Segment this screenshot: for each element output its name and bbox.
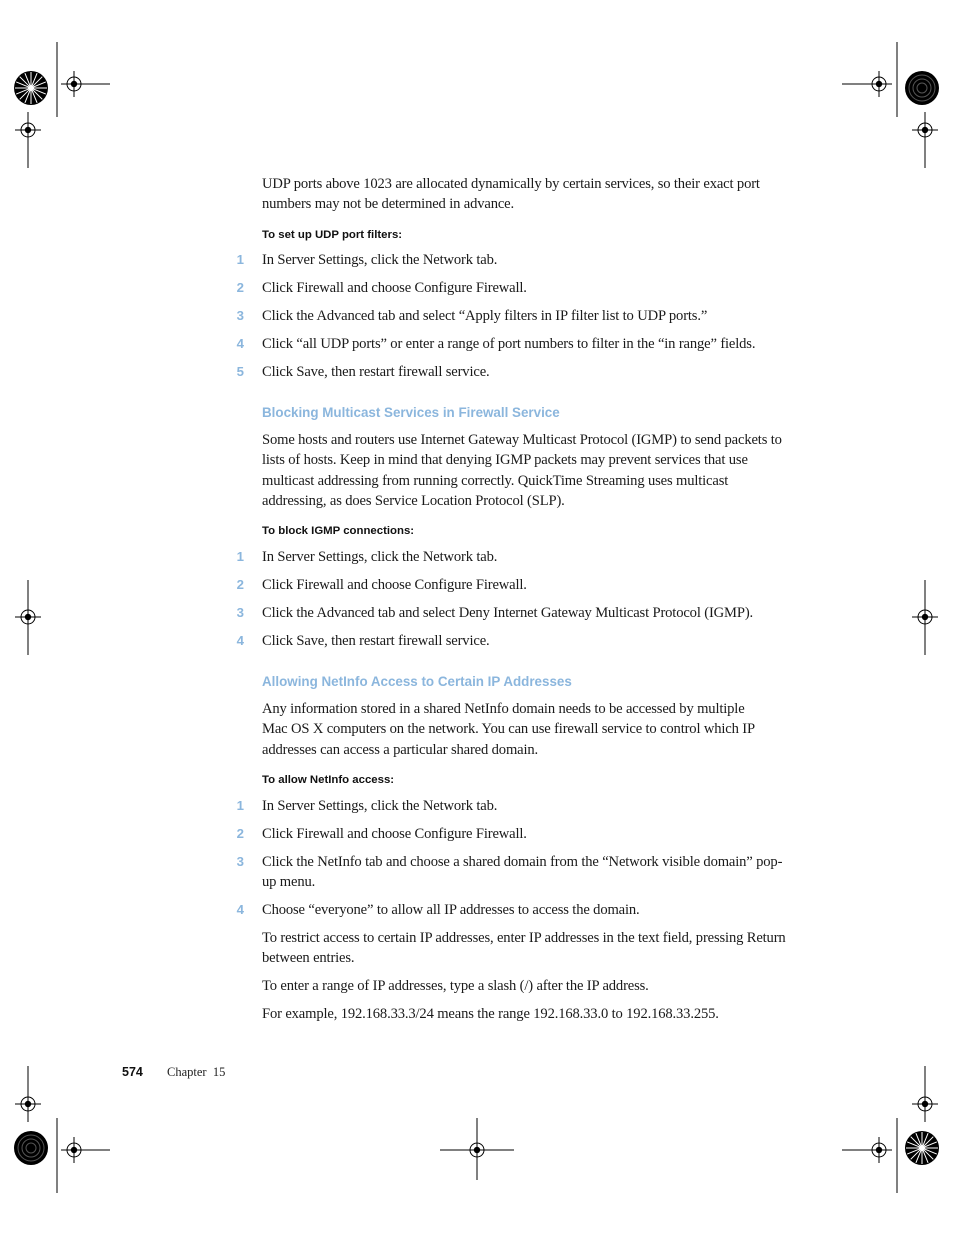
registration-mark-bottom-left — [14, 1066, 110, 1193]
task-heading-igmp: To block IGMP connections: — [262, 525, 415, 537]
registration-mark-top-right — [842, 42, 939, 168]
paragraph-line: addressing, as does Service Location Protocol (SLP). — [262, 492, 565, 509]
step-number: 1 — [236, 798, 244, 813]
note-paragraph — [262, 928, 822, 969]
paragraph-line: lists of hosts. Keep in mind that denying IGMP packets may prevent services that use — [262, 452, 748, 469]
step-number: 1 — [236, 549, 244, 564]
page-number: 574 — [122, 1065, 143, 1079]
step-number: 2 — [236, 280, 244, 295]
step-text: Choose “everyone” to allow all IP addresses to access the domain. — [262, 902, 640, 918]
step-number: 1 — [236, 252, 244, 267]
task-heading-netinfo: To allow NetInfo access: — [262, 774, 395, 786]
task-heading-udp: To set up UDP port filters: — [262, 229, 403, 241]
paragraph-line: multicast addressing from running correctly. QuickTime Streaming uses multicast — [262, 472, 729, 489]
registration-mark-bottom-center — [440, 1118, 514, 1180]
step-number: 4 — [236, 902, 244, 917]
paragraph-line: addresses can access a particular shared domain. — [262, 741, 539, 758]
paragraph-line: Some hosts and routers use Internet Gateway Multicast Protocol (IGMP) to send packets to — [262, 432, 782, 448]
step-number: 3 — [236, 854, 244, 869]
section-heading-multicast: Blocking Multicast Services in Firewall Service — [262, 405, 560, 420]
note-line: To restrict access to certain IP addresses, enter IP addresses in the text field, pressing Return — [262, 930, 786, 946]
section-heading-netinfo: Allowing NetInfo Access to Certain IP Addresses — [262, 674, 572, 689]
step-line: Click the NetInfo tab and choose a shared domain from the “Network visible domain” pop- — [262, 854, 783, 870]
registration-mark-middle-right — [912, 580, 938, 655]
registration-mark-bottom-right — [842, 1066, 939, 1193]
netinfo-paragraph — [262, 699, 822, 760]
step-number: 5 — [236, 364, 244, 379]
intro-paragraph — [262, 174, 822, 215]
multicast-paragraph — [262, 430, 822, 511]
step-number: 3 — [236, 308, 244, 323]
step-number: 4 — [236, 633, 244, 648]
step-text: Click the Advanced tab and select Deny Internet Gateway Multicast Protocol (IGMP). — [262, 605, 754, 621]
paragraph-line: Mac OS X computers on the network. You can use firewall service to control which IP — [262, 721, 755, 738]
step-text: In Server Settings, click the Network tab. — [262, 549, 498, 565]
step-text: Click Save, then restart firewall service. — [262, 633, 490, 649]
step-text: In Server Settings, click the Network tab. — [262, 252, 498, 268]
step-number: 4 — [236, 336, 244, 351]
step-text: Click Save, then restart firewall service. — [262, 364, 490, 380]
intro-line: UDP ports above 1023 are allocated dynamically by certain services, so their exact port — [262, 176, 760, 192]
note-line: between entries. — [262, 950, 355, 967]
paragraph-line: Any information stored in a shared NetInfo domain needs to be accessed by multiple — [262, 701, 745, 717]
registration-mark-top-left — [14, 42, 110, 168]
step-text: Click “all UDP ports” or enter a range of port numbers to filter in the “in range” fields. — [262, 336, 756, 352]
note-paragraph: To enter a range of IP addresses, type a slash (/) after the IP address. — [262, 978, 649, 994]
chapter-label: Chapter 15 — [167, 1065, 226, 1079]
step-number: 2 — [236, 577, 244, 592]
step-text: Click Firewall and choose Configure Firewall. — [262, 577, 527, 593]
intro-line: numbers may not be determined in advance. — [262, 196, 514, 213]
step-number: 2 — [236, 826, 244, 841]
note-paragraph: For example, 192.168.33.3/24 means the range 192.168.33.0 to 192.168.33.255. — [262, 1006, 719, 1022]
step-text — [262, 852, 822, 893]
step-text: Click Firewall and choose Configure Firewall. — [262, 280, 527, 296]
step-text: Click Firewall and choose Configure Firewall. — [262, 826, 527, 842]
registration-mark-middle-left — [15, 580, 41, 655]
step-line: up menu. — [262, 874, 316, 891]
step-text: Click the Advanced tab and select “Apply filters in IP filter list to UDP ports.” — [262, 308, 708, 324]
step-number: 3 — [236, 605, 244, 620]
step-text: In Server Settings, click the Network tab. — [262, 798, 498, 814]
